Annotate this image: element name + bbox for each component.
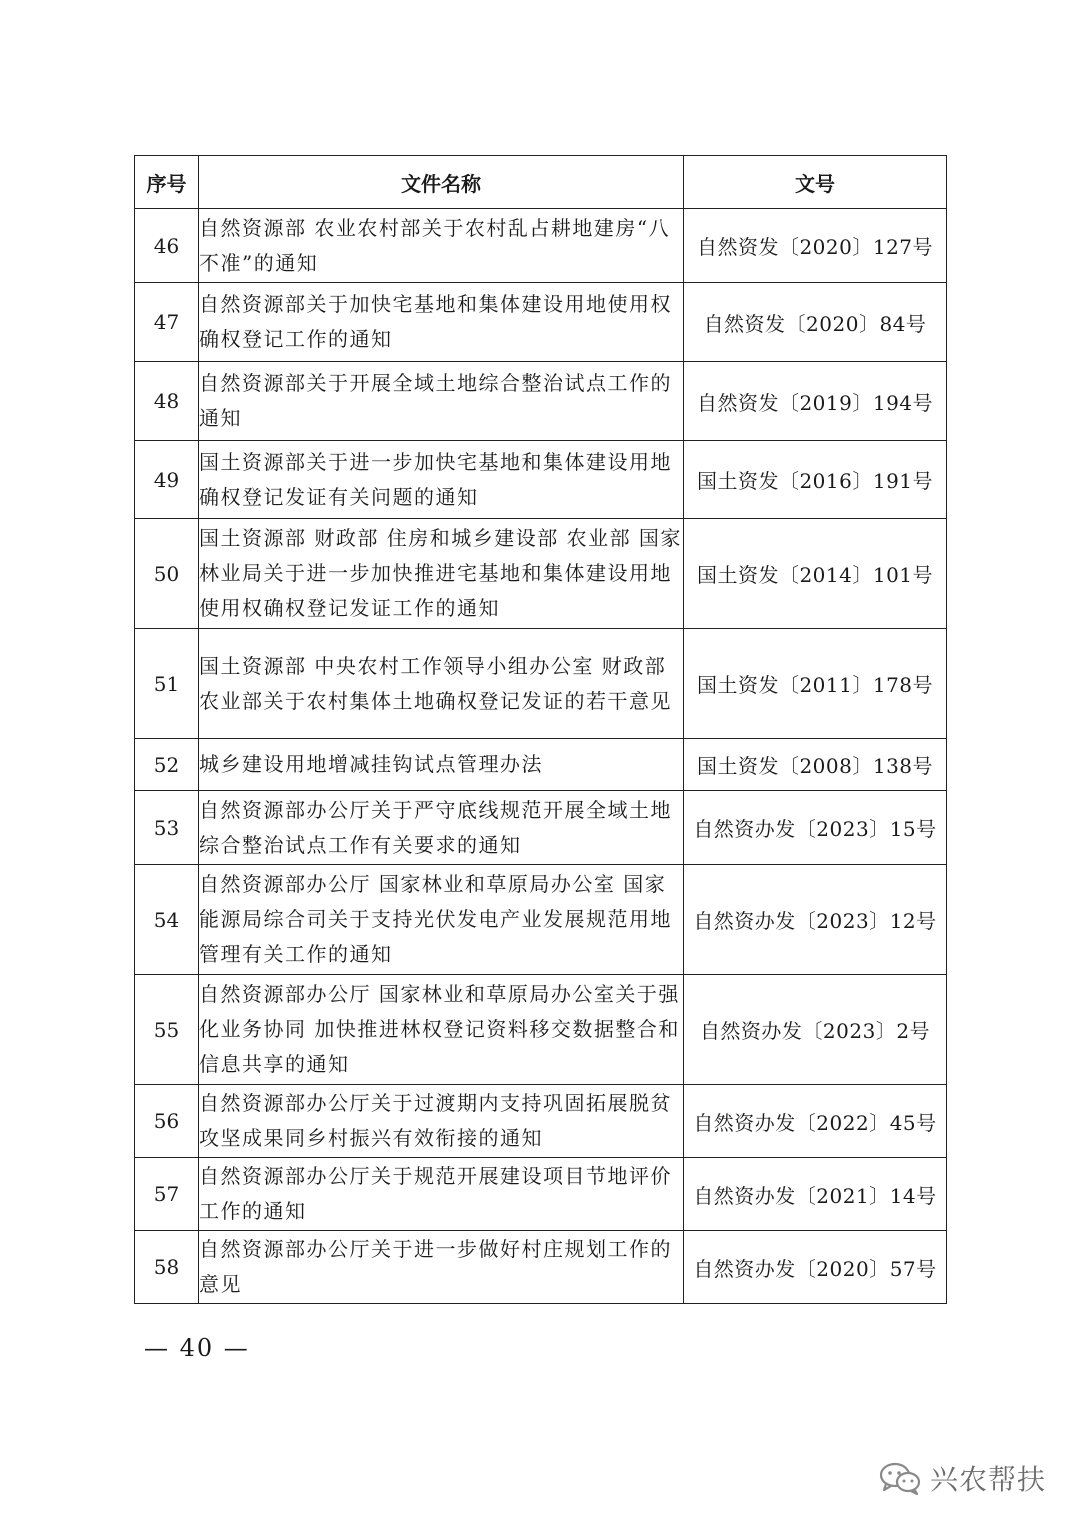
row-serial-number: 55 (135, 975, 199, 1085)
row-document-name: 自然资源部办公厅 国家林业和草原局办公室关于强化业务协同 加快推进林权登记资料移交数据整合和信息共享的通知 (199, 975, 684, 1085)
row-document-name: 自然资源部 农业农村部关于农村乱占耕地建房“八不准”的通知 (199, 209, 684, 283)
row-document-name: 自然资源部办公厅 国家林业和草原局办公室 国家能源局综合司关于支持光伏发电产业发展规范用地管理有关工作的通知 (199, 865, 684, 975)
row-serial-number: 52 (135, 739, 199, 791)
table-row (135, 791, 947, 865)
table-row (135, 1231, 947, 1304)
row-document-number: 自然资办发〔2023〕15号 (684, 791, 947, 865)
row-serial-number: 57 (135, 1158, 199, 1231)
header-document-number: 文号 (684, 156, 947, 209)
row-serial-number: 47 (135, 283, 199, 362)
row-serial-number: 50 (135, 519, 199, 629)
page-number: — 40 — (144, 1334, 250, 1362)
table-row (135, 519, 947, 629)
table-row (135, 865, 947, 975)
table-row (135, 1085, 947, 1158)
row-document-name: 自然资源部关于开展全域土地综合整治试点工作的通知 (199, 362, 684, 441)
row-document-number: 自然资办发〔2021〕14号 (684, 1158, 947, 1231)
row-document-number: 自然资发〔2019〕194号 (684, 362, 947, 441)
header-serial-number: 序号 (135, 156, 199, 209)
row-document-number: 自然资发〔2020〕84号 (684, 283, 947, 362)
row-document-number: 自然资办发〔2023〕2号 (684, 975, 947, 1085)
row-document-name: 自然资源部办公厅关于严守底线规范开展全域土地综合整治试点工作有关要求的通知 (199, 791, 684, 865)
row-document-number: 国土资发〔2011〕178号 (684, 629, 947, 739)
row-serial-number: 48 (135, 362, 199, 441)
row-document-name: 自然资源部办公厅关于进一步做好村庄规划工作的意见 (199, 1231, 684, 1304)
row-document-number: 国土资发〔2016〕191号 (684, 441, 947, 519)
row-document-number: 自然资办发〔2022〕45号 (684, 1085, 947, 1158)
row-document-number: 自然资办发〔2020〕57号 (684, 1231, 947, 1304)
table-row (135, 739, 947, 791)
table-row (135, 209, 947, 283)
row-document-number: 国土资发〔2014〕101号 (684, 519, 947, 629)
row-document-name: 自然资源部关于加快宅基地和集体建设用地使用权确权登记工作的通知 (199, 283, 684, 362)
row-document-number: 自然资办发〔2023〕12号 (684, 865, 947, 975)
table-row (135, 1158, 947, 1231)
document-table (134, 155, 947, 1304)
row-serial-number: 54 (135, 865, 199, 975)
row-document-name: 城乡建设用地增减挂钩试点管理办法 (199, 739, 684, 791)
table-row (135, 283, 947, 362)
header-document-name: 文件名称 (199, 156, 684, 209)
row-document-name: 自然资源部办公厅关于规范开展建设项目节地评价工作的通知 (199, 1158, 684, 1231)
watermark-text: 兴农帮扶 (930, 1463, 1047, 1496)
row-document-name: 国土资源部关于进一步加快宅基地和集体建设用地确权登记发证有关问题的通知 (199, 441, 684, 519)
row-document-name: 国土资源部 财政部 住房和城乡建设部 农业部 国家林业局关于进一步加快推进宅基地和集体建设用地使用权确权登记发证工作的通知 (199, 519, 684, 629)
row-document-number: 自然资发〔2020〕127号 (684, 209, 947, 283)
row-document-name: 自然资源部办公厅关于过渡期内支持巩固拓展脱贫攻坚成果同乡村振兴有效衔接的通知 (199, 1085, 684, 1158)
wechat-icon (878, 1461, 922, 1495)
row-document-number: 国土资发〔2008〕138号 (684, 739, 947, 791)
row-serial-number: 56 (135, 1085, 199, 1158)
table-row (135, 441, 947, 519)
row-serial-number: 49 (135, 441, 199, 519)
table-row (135, 975, 947, 1085)
row-serial-number: 53 (135, 791, 199, 865)
table-header-row (135, 156, 947, 209)
row-serial-number: 46 (135, 209, 199, 283)
row-serial-number: 58 (135, 1231, 199, 1304)
watermark (878, 1458, 1046, 1498)
table-row (135, 362, 947, 441)
table-row (135, 629, 947, 739)
row-serial-number: 51 (135, 629, 199, 739)
row-document-name: 国土资源部 中央农村工作领导小组办公室 财政部 农业部关于农村集体土地确权登记发证的若干意见 (199, 629, 684, 739)
